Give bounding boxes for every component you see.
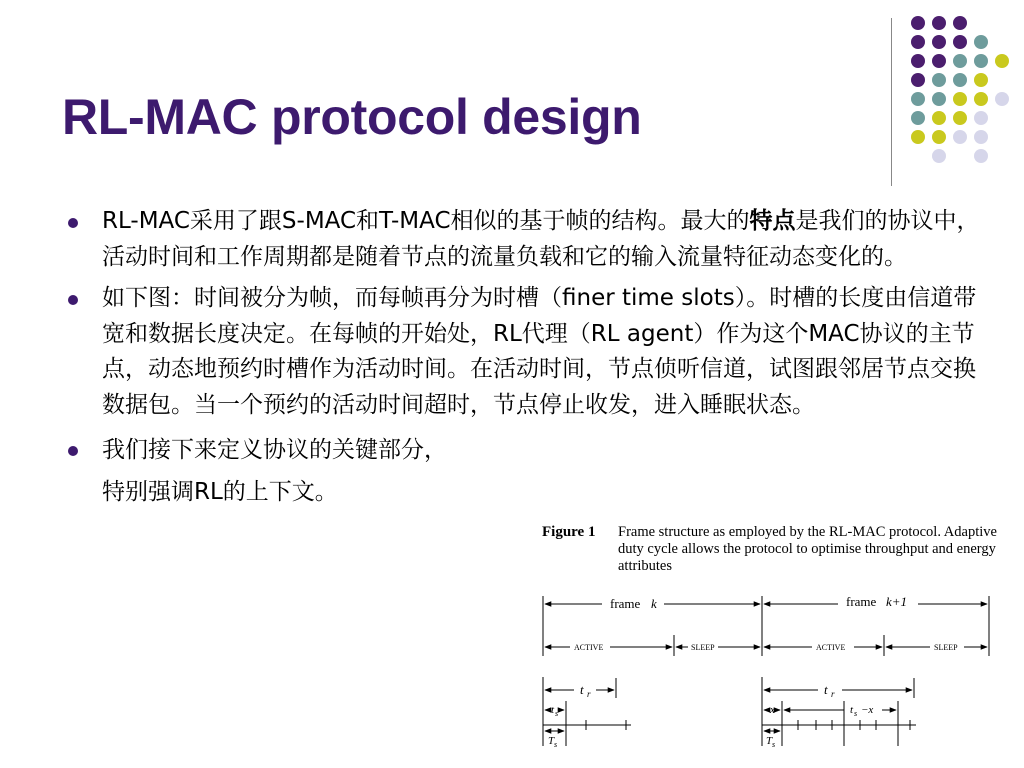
decorative-dot — [953, 130, 967, 144]
decorative-dot — [953, 92, 967, 106]
decorative-dot — [953, 54, 967, 68]
decorative-dot — [974, 111, 988, 125]
frame-k1-var: k+1 — [886, 594, 908, 609]
decorative-dot — [974, 92, 988, 106]
bullet-item — [68, 204, 986, 275]
decorative-dot — [911, 35, 925, 49]
bullet-text: 我们接下来定义协议的关键部分，特别强调RL的上下文。 — [102, 437, 447, 505]
decorative-dot — [953, 35, 967, 49]
active-label: ACTIVE — [574, 643, 604, 652]
bullet-text: 如下图：时间被分为帧，而每帧再分为时槽（finer time slots）。时槽的长度由信道带宽和数据长度决定。在每帧的开始处，RL代理（RL agent）作为这个MAC协议的主节点，动态地预约时槽作为活动时间。在活动时间，节点侦听信道，试图跟邻居节点交换数据包。当一个预约的活动时间超时，节点停止收发，进入睡眠状态。 — [102, 285, 977, 418]
decorative-dot — [974, 54, 988, 68]
figure-caption: Frame structure as employed by the RL-MAC protocol. Adaptive duty cycle allows the protocol to optimise throughput and energy attributes — [618, 524, 997, 574]
decorative-dot — [911, 130, 925, 144]
Ts-label: T — [548, 735, 555, 747]
decorative-divider — [891, 18, 892, 186]
bullet-marker — [68, 218, 78, 228]
tr-subscript: r — [587, 689, 591, 699]
ts-subscript: s — [555, 709, 559, 718]
decorative-dot — [953, 111, 967, 125]
active-sleep-row — [545, 635, 987, 656]
active-label: ACTIVE — [816, 643, 846, 652]
ts-label: t — [551, 704, 555, 716]
figure-label: Figure 1 — [542, 524, 596, 540]
frame-k-var: k — [651, 596, 657, 611]
decorative-dot — [932, 92, 946, 106]
frame-structure-figure — [536, 520, 996, 765]
decorative-dot — [911, 92, 925, 106]
x-label: x — [770, 704, 775, 716]
slot-timing-right — [762, 677, 916, 749]
frame-structure-diagram — [536, 520, 996, 765]
decorative-dot — [911, 16, 925, 30]
decorative-dot — [911, 54, 925, 68]
ts-minus-x-subscript: s — [854, 709, 858, 718]
decorative-dot — [932, 149, 946, 163]
sleep-label: SLEEP — [934, 643, 958, 652]
slide-title: RL-MAC protocol design — [62, 89, 642, 145]
decorative-dot — [995, 92, 1009, 106]
tr-label: t — [824, 682, 828, 697]
bullet-marker — [68, 295, 78, 305]
decorative-dot — [932, 35, 946, 49]
Ts-subscript: s — [554, 740, 558, 749]
decorative-dot — [974, 149, 988, 163]
decorative-dot — [932, 111, 946, 125]
tr-label: t — [580, 682, 584, 697]
ts-minus-x-label: t — [850, 704, 854, 716]
decorative-dot — [995, 54, 1009, 68]
tr-subscript: r — [831, 689, 835, 699]
Ts-subscript: s — [772, 740, 776, 749]
decorative-dot — [932, 73, 946, 87]
slot-timing-left — [543, 677, 631, 749]
decorative-dot — [974, 73, 988, 87]
bullet-text: 是我们的协议中，活动时间和工作周期都是随着节点的流量负载和它的输入流量特征动态变化的。 — [102, 208, 980, 270]
decorative-dot — [911, 111, 925, 125]
decorative-dot — [932, 16, 946, 30]
bullet-bold-text: 特点 — [749, 208, 796, 234]
decorative-dot — [974, 130, 988, 144]
decorative-dot — [932, 130, 946, 144]
decorative-dot — [974, 35, 988, 49]
bullet-item — [68, 429, 452, 513]
bullet-item — [68, 281, 986, 423]
frame-k-label: frame — [610, 596, 641, 611]
decorative-dot — [953, 16, 967, 30]
sleep-label: SLEEP — [691, 643, 715, 652]
bullet-marker — [68, 446, 78, 456]
decorative-dot — [932, 54, 946, 68]
bullet-list — [68, 204, 986, 519]
ts-minus-x-tail: −x — [861, 704, 874, 716]
Ts-label: T — [766, 735, 773, 747]
decorative-dot — [911, 73, 925, 87]
decorative-dot — [953, 73, 967, 87]
bullet-text: RL-MAC采用了跟S-MAC和T-MAC相似的基于帧的结构。最大的 — [102, 208, 750, 234]
frame-k1-label: frame — [846, 594, 877, 609]
